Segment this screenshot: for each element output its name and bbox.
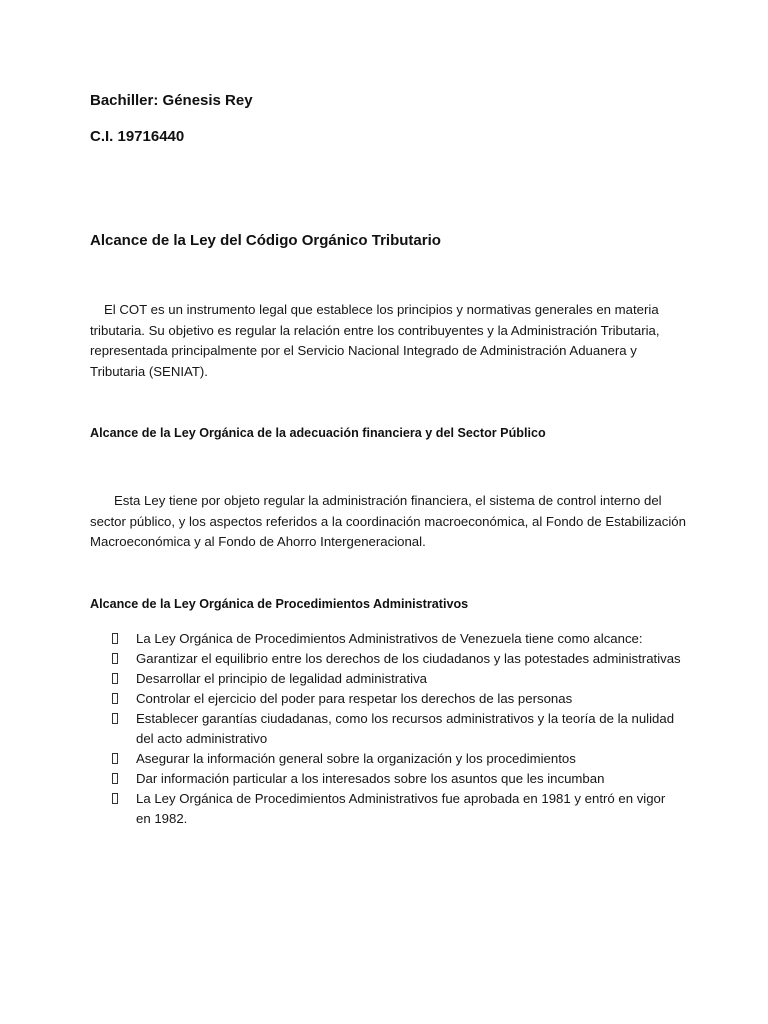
missing-glyph-box-icon	[112, 713, 118, 724]
list-item-text: Desarrollar el principio de legalidad administrativa	[136, 671, 428, 686]
list-item	[112, 669, 682, 689]
student-id: C.I. 19716440	[90, 128, 185, 145]
section-2-paragraph	[90, 491, 690, 553]
missing-glyph-box-icon	[112, 653, 118, 664]
list-item-text: Garantizar el equilibrio entre los derechos de los ciudadanos y las potestades administrativas	[136, 651, 681, 666]
missing-glyph-box-icon	[112, 633, 118, 644]
section-3-title: Alcance de la Ley Orgánica de Procedimientos Administrativos	[90, 597, 469, 611]
missing-glyph-box-icon	[112, 773, 118, 784]
list-item-text: Controlar el ejercicio del poder para respetar los derechos de las personas	[136, 691, 573, 706]
list-item	[112, 709, 682, 749]
section-1-title: Alcance de la Ley del Código Orgánico Tributario	[90, 232, 441, 249]
missing-glyph-box-icon	[112, 793, 118, 804]
list-item	[112, 769, 682, 789]
list-item-text: La Ley Orgánica de Procedimientos Administrativos fue aprobada en 1981 y entró en vigor en 1982.	[136, 791, 666, 826]
list-item-text: Establecer garantías ciudadanas, como los recursos administrativos y la teoría de la nulidad del acto administrativo	[136, 711, 675, 746]
section-1-paragraph-text: El COT es un instrumento legal que establece los principios y normativas generales en materia tributaria. Su objetivo es regular la relación entre los contribuyentes y la Administración Tributaria, representada principalmente por el Servicio Nacional Integrado de Administración Aduanera y Tributaria (SENIAT).	[90, 302, 660, 379]
section-3-bullet-list	[112, 629, 682, 829]
section-2-title: Alcance de la Ley Orgánica de la adecuación financiera y del Sector Público	[90, 426, 546, 440]
list-item-text: Asegurar la información general sobre la organización y los procedimientos	[136, 751, 576, 766]
section-2-paragraph-text: Esta Ley tiene por objeto regular la administración financiera, el sistema de control interno del sector público, y los aspectos referidos a la coordinación macroeconómica, al Fondo de Estabilización Macroeconómica y al Fondo de Ahorro Intergeneracional.	[90, 493, 686, 549]
list-item	[112, 789, 682, 829]
list-item-text: Dar información particular a los interesados sobre los asuntos que les incumban	[136, 771, 605, 786]
list-item	[112, 629, 682, 649]
missing-glyph-box-icon	[112, 753, 118, 764]
section-1-paragraph	[90, 300, 690, 382]
list-item-text: La Ley Orgánica de Procedimientos Administrativos de Venezuela tiene como alcance:	[136, 631, 643, 646]
missing-glyph-box-icon	[112, 673, 118, 684]
list-item	[112, 749, 682, 769]
student-name: Bachiller: Génesis Rey	[90, 92, 253, 109]
missing-glyph-box-icon	[112, 693, 118, 704]
list-item	[112, 689, 682, 709]
list-item	[112, 649, 682, 669]
